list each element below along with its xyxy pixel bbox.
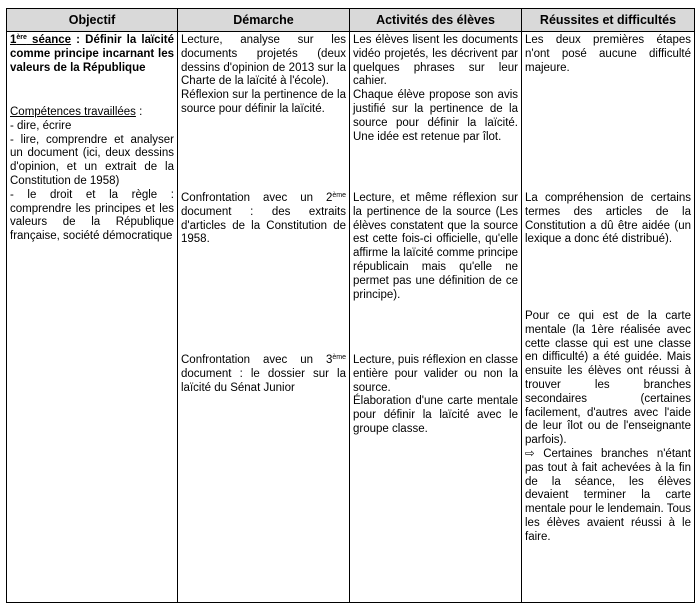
demarche-step-2-end: document : des extraits d'articles de la Constitution de 1958. — [181, 205, 346, 246]
demarche-step-2-start: Confrontation avec un 2 — [181, 192, 333, 204]
reussite-1 — [525, 34, 691, 75]
demarche-step-2-ordinal: ème — [332, 192, 346, 199]
competences-block — [10, 106, 174, 244]
objectif-cell — [7, 32, 178, 603]
activite-3-carte-mentale: Élaboration d'une carte mentale pour définir la laïcité avec le groupe classe. — [353, 395, 518, 435]
demarche-step-1-reflexion: Réflexion sur la pertinence de la source pour définir la laïcité. — [181, 89, 346, 115]
competences-title: Compétences travaillées — [10, 106, 136, 118]
demarche-step-1-text: Lecture, analyse sur les documents projetés (deux dessins d'opinion de 2013 sur la Charte de la laïcité à l'école). — [181, 34, 346, 88]
header-reussites: Réussites et difficultés — [522, 9, 695, 32]
reussite-1-text: Les deux premières étapes n'ont posé aucune difficulté majeure. — [525, 34, 691, 74]
arrow-right-icon: ⇨ — [525, 447, 535, 460]
seance-row — [7, 32, 695, 603]
competence-item: - dire, écrire — [10, 119, 72, 132]
reussite-2 — [525, 192, 691, 247]
activite-1-avis: Chaque élève propose son avis justifié sur la pertinence de la source pour définir la laïcité. Une idée est retenue par îlot. — [353, 89, 518, 143]
demarche-step-1 — [181, 34, 346, 117]
reussites-cell — [522, 32, 695, 603]
demarche-step-3-start: Confrontation avec un 3 — [181, 354, 333, 366]
activite-2-text: Lecture, et même réflexion sur la pertinence de la source (Les élèves constatent que la source est cette fois-ci officielle, qu'elle affirme la laïcité comme principe républicain mais qu'elle ne permet pas une définition de ce principe). — [353, 192, 518, 301]
activite-1-lecture: Les élèves lisent les documents vidéo projetés, les décrivent par quelques phrases sur leur cahier. — [353, 34, 518, 88]
demarche-step-3-end: document : le dossier sur la laïcité du Sénat Junior — [181, 367, 346, 394]
demarche-step-3 — [181, 354, 346, 395]
activite-3 — [353, 354, 518, 437]
activites-cell — [350, 32, 522, 603]
reussite-3 — [525, 310, 691, 545]
activite-2 — [353, 192, 518, 302]
header-activites: Activités des élèves — [350, 9, 522, 32]
competence-item: - lire, comprendre et analyser un document (ici, deux dessins d'opinion, et un extrait de la Constitution de 1958) — [10, 133, 174, 187]
demarche-step-2 — [181, 192, 346, 247]
competences-colon: : — [135, 106, 143, 118]
seance-ordinal: ère — [16, 34, 27, 41]
seance-number: 1 — [10, 34, 17, 46]
header-row — [7, 9, 695, 32]
competence-item: - le droit et la règle : comprendre les principes et les valeurs de la République française, société démocratique — [10, 188, 174, 243]
reussite-4-text: Certaines branches n'étant pas tout à fait achevées à la fin de la séance, les élèves devaient terminer la carte mentale pour le lendemain. Tous les élèves avaient réussi à le faire. — [525, 447, 692, 543]
demarche-step-3-ordinal: ème — [332, 354, 346, 361]
activite-3-validation: Lecture, puis réflexion en classe entière pour valider ou non la source. — [353, 354, 518, 394]
lesson-table — [6, 8, 695, 603]
reussite-2-text: La compréhension de certains termes des articles de la Constitution a dû être aidée (un lexique a donc été distribué). — [525, 192, 691, 246]
seance-objective: : Définir la laïcité comme principe incarnant les valeurs de la République — [10, 34, 174, 74]
seance-word: séance — [26, 34, 72, 46]
seance-title — [10, 34, 174, 75]
demarche-cell — [178, 32, 350, 603]
activite-1 — [353, 34, 518, 144]
header-objectif: Objectif — [7, 9, 178, 32]
reussite-3-text: Pour ce qui est de la carte mentale (la 1ère réalisée avec cette classe qui est une classe en difficulté) a été guidée. Mais ensuite les élèves ont réussi à trouver les branches secondaires (certaines facilement, d'autres avec l'aide de leur îlot ou de l'enseignante parfois). — [525, 310, 691, 447]
header-demarche: Démarche — [178, 9, 350, 32]
